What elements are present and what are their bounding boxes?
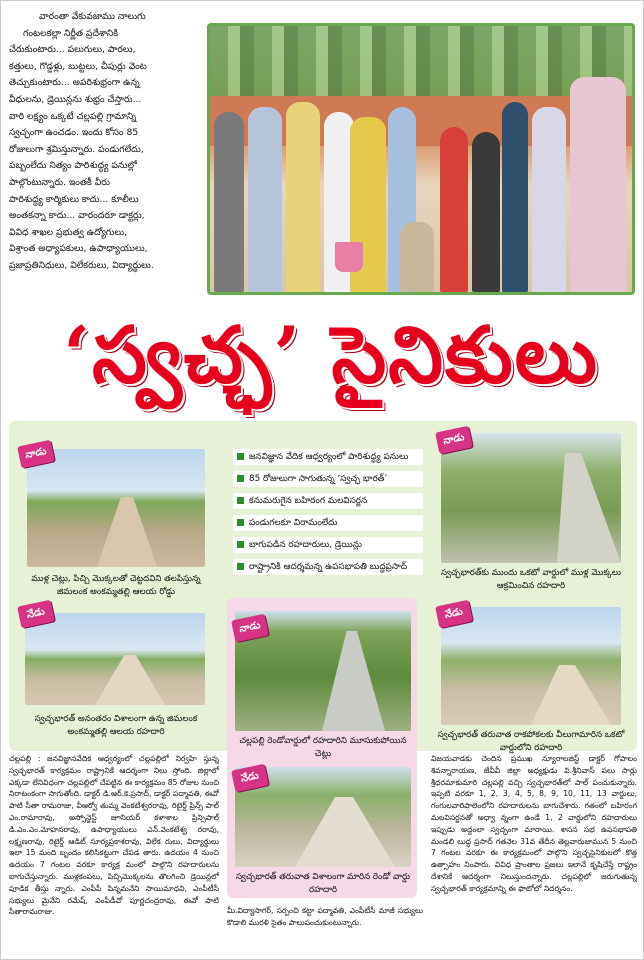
caption-6: స్వచ్ఛభారత్ తరువాత రాకపోకలకు వీలుగామారిన ఒకటో వార్డులోని రహదారి	[437, 730, 625, 753]
highlights-list	[233, 449, 423, 581]
person-figure	[286, 102, 320, 292]
photo-after-temple-road	[25, 613, 205, 705]
photo-before-temple-road	[27, 449, 205, 567]
tag-before: నాడు	[435, 426, 473, 455]
highlight-text: బాగుపడిన రహదారులు, డ్రెయిన్లు	[249, 540, 362, 550]
intro-line: అంతకన్నా కాదు... వారందరూ డాక్టర్లు,	[9, 210, 145, 222]
bullet-icon	[237, 541, 244, 548]
intro-line: గంటలకల్లా నిర్ణీత ప్రదేశానికి	[23, 27, 119, 39]
highlight-text: జనవిజ్ఞాన వేదిక ఆధ్వర్యంలో పారిశుద్ధ్య పనులు	[249, 452, 409, 462]
road-shape	[541, 453, 621, 563]
highlight-text: కనుమరుగైన బహిరంగ మలవిసర్జన	[249, 496, 368, 506]
road-shape	[531, 665, 611, 725]
intro-line: విశ్రాంత అధ్యాపకులు, ఉపాధ్యాయులు,	[9, 243, 148, 255]
intro-line: పారిశుద్ధ్య కార్మికులు కాదు... కూలీలు	[9, 193, 139, 205]
person-figure	[248, 107, 282, 292]
person-figure	[472, 132, 500, 292]
photo-trees	[210, 26, 632, 101]
photo-after-ward1	[441, 607, 621, 725]
bullet-icon	[237, 563, 244, 570]
highlight-item	[233, 537, 423, 553]
intro-line: వీధులను, డ్రెయిన్లను శుభ్రం చేస్తారు...	[9, 93, 142, 105]
intro-line: కత్తులు, గొడ్డళ్లు, బుట్టలు, చీపుర్లు వెంట	[9, 60, 147, 72]
caption-5: స్వచ్ఛభారత్‌కు ముందు ఒకటో వార్డులో ముళ్ల మొక్కలు ఆక్రమించిన రహదారి	[441, 568, 621, 591]
photo-before-ward1	[441, 433, 621, 563]
intro-line: ప్రజాప్రతినిధులు, విలేకరులు, విద్యార్థులు.	[9, 259, 154, 271]
article-column-left: చల్లపల్లి : జనవిజ్ఞానవేదిక ఆధ్వర్యంలో చల్లపల్లిలో నిర్వహి స్తున్న స్వచ్ఛభారత్ కార్యక్రమం రాష్ట్రానికే ఆదర్శంగా నిలు స్తోంది. జిల్లాలో ఎక్కడా లేనివిధంగా చల్లపల్లిలో చేపట్టిన ఈ కార్యక్రమం 85 రోజుల నుంచి నిరాటంకంగా సాగుతోంది. డాక్టర్ డి.ఆర్.కె.ప్రసాద్, డాక్టర్ పద్మావతి, ఈవో పాటి సీతా రామరాజు, వీఆర్వో తుమ్మ వెంకటేశ్వరరావు, రిటైర్డ్ ప్రిన్స్ పాల్ ఎం.రామారావు, అస్సోన్జెస్ట్ జూనియర్ కళాశాల ప్రిన్సిపాల్ డి.ఎం.ఎం.మోహనరావు, ఉపాధ్యాయులు ఎన్.వెంకటేశ్వ రరావు, లక్ష్మణరావు, రిటైర్డ్ ఆడిట్ సూర్యప్రకాశరావు, విలేక రులు, విద్యార్థులు ఇలా 15 మంది బృందం కలిసికట్టుగా చేపడ తారు. ఉదయం 4 నుంచి ఉదయం 7 గంటల వరకూ కార్యక్ర మంలో పాల్గొని రహదారులను బాగుచేస్తున్నారు. ముళ్లకంపలు, పిచ్చిమొక్కలను తొలగించి డ్రెయిన్లలో పూడిక తీస్తు న్నారు. ఎంపీపీ పిన్నమనేని సాయిమాధవి, ఎంపీటీసీ సభ్యులు మైనేని రమేష్, ఎంపీడీవో పూర్ణచంద్రరావు, ఈవో పాటి సీతారామరాజు.	[9, 754, 219, 917]
bullet-icon	[237, 497, 244, 504]
headline: ‘స్వచ్ఛ’ సైనికులు	[62, 310, 600, 401]
highlight-item	[233, 559, 423, 575]
tag-after: నేడు	[17, 600, 55, 629]
road-shape	[295, 797, 395, 867]
highlight-text: 85 రోజులుగా సాగుతున్న ‘స్వచ్ఛ భారత్’	[249, 474, 388, 484]
road-shape	[97, 497, 157, 567]
person-figure	[570, 77, 626, 292]
group-photo	[207, 23, 635, 295]
article-column-middle: మీ.విద్యాసాగర్, సర్పంచి కట్టా పద్మావతి, ఎంపీటీసీ మాజీ సభ్యులు కొడాలి మురళి సైతం పాలుపంచుకుంటున్నారు.	[227, 906, 423, 927]
highlight-item	[233, 449, 423, 465]
person-figure	[214, 112, 244, 292]
caption-4: స్వచ్ఛభారత్ తరువాత విశాలంగా మారిన రెండో వార్డు రహదారి	[235, 872, 411, 895]
bullet-icon	[237, 453, 244, 460]
intro-line: పాల్గొంటున్నారు. ఇంతకీ వీరు	[9, 176, 110, 188]
road-shape	[95, 655, 165, 705]
bucket	[335, 242, 363, 272]
intro-line: రోజులుగా శ్రమిస్తున్నారు. పండుగలేదు,	[9, 143, 144, 155]
caption-2: స్వచ్ఛభారత్ అనంతరం విశాలంగా ఉన్న జిమలంక అంకమ్మతల్లి ఆలయ రహదారి	[34, 714, 198, 737]
tag-after: నేడు	[435, 600, 473, 629]
highlight-item	[233, 471, 423, 487]
intro-line: చేరుకుంటారు... పలుగులు, పారలు,	[9, 44, 136, 56]
intro-line: తెచ్చుకుంటారు... అపరిశుభ్రంగా ఉన్న	[9, 77, 140, 89]
person-figure	[400, 222, 434, 292]
article-column-right: విజయవాడకు చెందిన ప్రముఖ న్యూరాలజిస్ట్ డాక్టర్ గోపాలం శివన్నారాయణ, జేవీవీ జిల్లా అధ్యక్షుడు వి.శ్రీనివాస్ పలు సార్లు శ్రీధరమాకుమారి చల్లపల్లి వచ్చి స్వచ్ఛభారత్‌లో పాల్ పంచుకున్నారు. ఇప్పటి వరకూ 1, 2, 3, 4, 5, 8, 9, 10, 11, 13 వార్డులు, గంగులవారిపాలెంలోని రహదారులను బాగుచేశారు. గతంలో బహిరంగ మలవిసర్జనతో అధ్వా న్నంగా ఉండే 1, 2 వార్డులోని రహదారులు ఇప్పుడు అద్దంలా స్వచ్ఛంగా మారాయి. శాసన సభ ఉపసభాపతి మండలి బుద్ధ ప్రసాద్ గతనెల 31వ తేదీన తెల్లవారుజామున 5 నుంచి 7 గంటల వరకూ ఈ కార్యక్రమంలో పాల్గొని స్వచ్ఛసైనికులలో కొత్త ఉత్సాహం నింపారు. వివిధ ప్రాంతాల ప్రజలు ఇలానే కృషిచేస్తే రాష్ట్రం దేశానికే ఆదర్శంగా నిలుస్తుందన్నారు. చల్లపల్లిలో జరుగుతున్న స్వచ్ఛభారత్ కార్యక్రమాన్ని ఈ ఫొటోలో నిదర్శనం.	[431, 754, 637, 893]
intro-line: వివిధ శాఖల ప్రభుత్వ ఉద్యోగులు,	[9, 226, 128, 238]
tag-after: నేడు	[231, 764, 269, 793]
intro-text	[9, 9, 205, 309]
tag-before: నాడు	[231, 614, 269, 643]
intro-line: వారంతా వేకువజాము నాలుగు	[39, 11, 146, 22]
intro-line: పబ్బంలేదు నిత్యం పారిశుద్ధ్య పనుల్లో	[9, 160, 137, 172]
person-figure	[502, 102, 528, 292]
intro-line: స్వచ్ఛంగా ఉంచడం. ఇందు కోసం 85	[9, 127, 139, 139]
caption-3: చల్లపల్లి రెండోవార్డులో రహదారిని మూసుకుపోయిన చెట్లు	[239, 736, 407, 759]
person-figure	[532, 107, 566, 292]
person-figure	[440, 127, 468, 292]
intro-line: వారి లక్ష్యం ఒక్కటే చల్లపల్లి గ్రామాన్ని	[9, 110, 137, 122]
tag-before: నాడు	[17, 440, 55, 469]
road-shape	[315, 631, 385, 731]
highlight-item	[233, 515, 423, 531]
highlight-item	[233, 493, 423, 509]
bullet-icon	[237, 519, 244, 526]
highlight-text: రాష్ట్రానికి ఆదర్శమన్న ఉపసభాపతి బుద్ధప్రసాద్	[249, 562, 408, 572]
bullet-icon	[237, 475, 244, 482]
highlight-text: పండుగలకూ విరామంలేదు	[249, 518, 338, 528]
caption-1: ముళ్ల చెట్లు, పిచ్చి మొక్కలతో చెట్టదవిని తలపిస్తున్న జిమలంక అంకమ్మతల్లి ఆలయ రోడ్డు	[31, 574, 201, 597]
